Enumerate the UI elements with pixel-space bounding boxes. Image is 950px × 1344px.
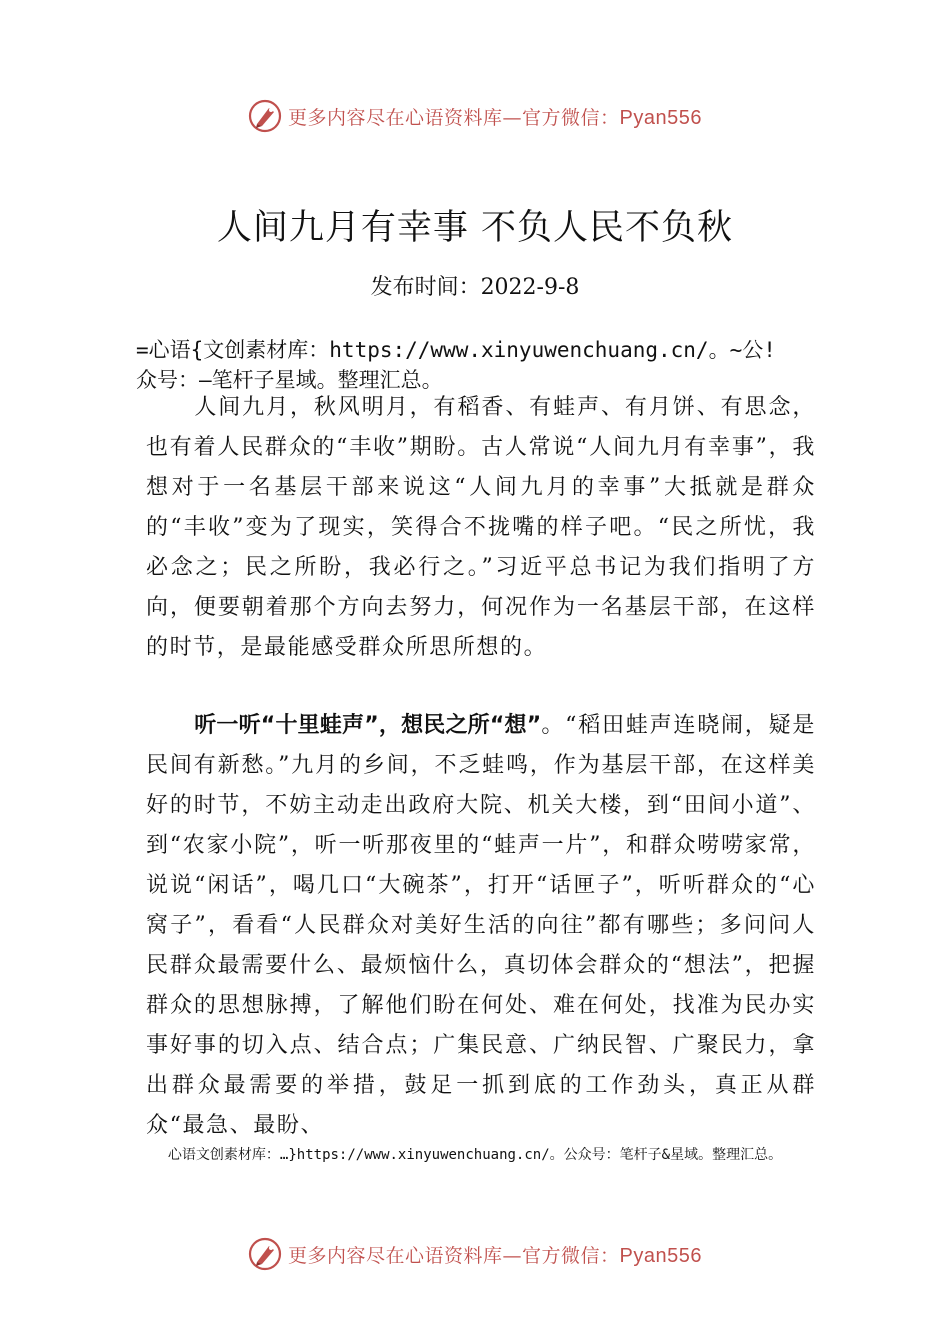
wechat-id: Pyan556 xyxy=(619,106,702,129)
paragraph-2-text: 。“稻田蛙声连晓闹，疑是民间有新愁。”九月的乡间，不乏蛙鸣，作为基层干部，在这样美好的时节，不妨主动走出政府大院、机关大楼，到“田间小道”、到“农家小院”，听一听那夜里的“蛙声一片”，和群众唠唠家常，说说“闲话”，喝几口“大碗茶”，打开“话匣子”，听听群众的“心窝子”，看看“人民群众对美好生活的向往”都有哪些；多问问人民群众最需要什么、最烦恼什么，真切体会群众的“想法”，把握群众的思想脉搏，了解他们盼在何处、难在何处，找准为民办实事好事的切入点、结合点；广集民意、广纳民智、广聚民力，拿出群众最需要的举措，鼓足一抓到底的工作劲头，真正从群众“最急、最盼、 xyxy=(146,713,816,1138)
publish-time: 发布时间：2022-9-8 xyxy=(370,275,580,300)
paragraph-2 xyxy=(146,706,816,1146)
pen-nib-logo-icon xyxy=(248,1237,282,1271)
paragraph-1-text: 人间九月，秋风明月，有稻香、有蛙声、有月饼、有思念，也有着人民群众的“丰收”期盼。古人常说“人间九月有幸事”，我想对于一名基层干部来说这“人间九月的幸事”大抵就是群众的“丰收”变为了现实，笑得合不拢嘴的样子吧。“民之所忧，我必念之；民之所盼，我必行之。”习近平总书记为我们指明了方向，便要朝着那个方向去努力，何况作为一名基层干部，在这样的时节，是最能感受群众所思所想的。 xyxy=(146,395,816,660)
banner-text xyxy=(288,1241,702,1268)
banner-main-text: 更多内容尽在心语资料库—官方微信： xyxy=(288,106,620,129)
banner-main-text: 更多内容尽在心语资料库—官方微信： xyxy=(288,1244,620,1267)
footer-banner xyxy=(0,1234,950,1274)
banner-text xyxy=(288,103,702,130)
footer-source-line: 心语文创素材库：…}https://www.xinyuwenchuang.cn/。公众号：笔杆子&星域。整理汇总。 xyxy=(167,1147,783,1163)
article-title: 人间九月有幸事 不负人民不负秋 xyxy=(216,208,734,248)
header-banner xyxy=(0,96,950,136)
pen-nib-logo-icon xyxy=(248,99,282,133)
paragraph-2-heading: 听一听“十里蛙声”，想民之所“想” xyxy=(194,713,542,738)
source-line-2: 众号：—笔杆子星域。整理汇总。 xyxy=(136,368,443,392)
paragraph-1 xyxy=(146,388,816,668)
wechat-id: Pyan556 xyxy=(619,1244,702,1267)
source-line-1: =心语{文创素材库：https://www.xinyuwenchuang.cn/。~公! xyxy=(136,338,776,362)
